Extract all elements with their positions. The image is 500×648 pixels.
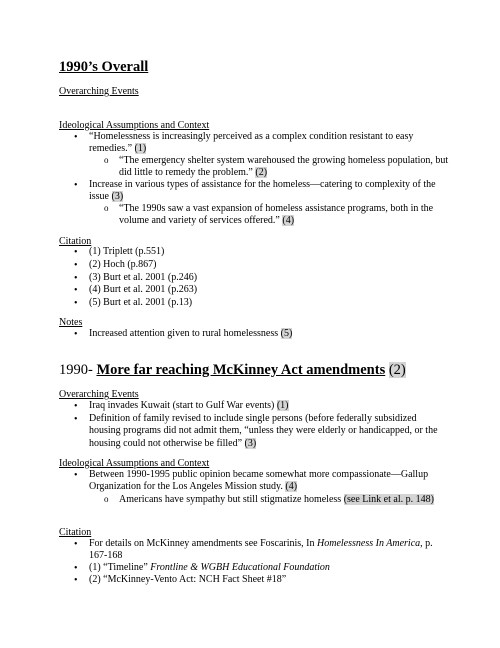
list-item: Americans have sympathy but still stigmatize homeless (see Link et al. p. 148) <box>119 494 434 505</box>
heading-ideological-assumptions: Ideological Assumptions and Context <box>59 120 210 131</box>
heading-overarching-events: Overarching Events <box>59 86 139 97</box>
bullet-icon: • <box>74 539 78 550</box>
heading-citation: Citation <box>59 527 92 538</box>
heading-overarching-events: Overarching Events <box>59 389 139 400</box>
sub-bullet-icon: o <box>104 155 109 165</box>
citation-item: (5) Burt et al. 2001 (p.13) <box>89 297 193 308</box>
bullet-icon: • <box>74 401 78 412</box>
heading-citation: Citation <box>59 236 92 247</box>
citation-item: (3) Burt et al. 2001 (p.246) <box>89 272 198 283</box>
list-item: “The 1990s saw a vast expansion of homeless assistance programs, both in the volume and variety of services offered.” (4) <box>119 203 434 227</box>
bullet-icon: • <box>74 298 78 309</box>
list-item: “The emergency shelter system warehoused the growing homeless population, but did little to remedy the problem.” (2) <box>119 155 449 179</box>
bullet-icon: • <box>74 247 78 258</box>
list-item: Between 1990-1995 public opinion became somewhat more compassionate—Gallup Organization for the Los Angeles Mission study. (4) <box>89 469 429 493</box>
list-item: Iraq invades Kuwait (start to Gulf War events) (1) <box>89 400 289 411</box>
note-item: Increased attention given to rural homelessness (5) <box>89 328 293 339</box>
bullet-icon: • <box>74 285 78 296</box>
bullet-icon: • <box>74 414 78 425</box>
citation-item: (2) Hoch (p.867) <box>89 259 157 270</box>
section-title-1990-mckinney: 1990- More far reaching McKinney Act amendments (2) <box>59 362 406 378</box>
list-item: “Homelessness is increasingly perceived as a complex condition resistant to easy remedies.” (1) <box>89 131 414 155</box>
heading-notes: Notes <box>59 317 83 328</box>
bullet-icon: • <box>74 563 78 574</box>
list-item: Definition of family revised to include single persons (before federally subsidized housing programs did not admit them, “unless they were elderly or handicapped, or the housing could not otherwise be filled” (3) <box>89 413 438 449</box>
citation-item: For details on McKinney amendments see Foscarinis, In Homelessness In America, p. 167-168 <box>89 538 433 562</box>
bullet-icon: • <box>74 273 78 284</box>
list-item: Increase in various types of assistance for the homeless—catering to complexity of the issue (3) <box>89 179 436 203</box>
heading-ideological-assumptions: Ideological Assumptions and Context <box>59 458 210 469</box>
citation-item: (2) “McKinney-Vento Act: NCH Fact Sheet #18” <box>89 574 287 585</box>
section-title-1990s-overall: 1990’s Overall <box>59 59 149 75</box>
citation-item: (4) Burt et al. 2001 (p.263) <box>89 284 198 295</box>
citation-item: (1) “Timeline” Frontline & WGBH Educational Foundation <box>89 562 330 573</box>
bullet-icon: • <box>74 575 78 586</box>
sub-bullet-icon: o <box>104 494 109 504</box>
bullet-icon: • <box>74 180 78 191</box>
bullet-icon: • <box>74 260 78 271</box>
bullet-icon: • <box>74 470 78 481</box>
citation-item: (1) Triplett (p.551) <box>89 246 165 257</box>
bullet-icon: • <box>74 132 78 143</box>
sub-bullet-icon: o <box>104 203 109 213</box>
bullet-icon: • <box>74 329 78 340</box>
